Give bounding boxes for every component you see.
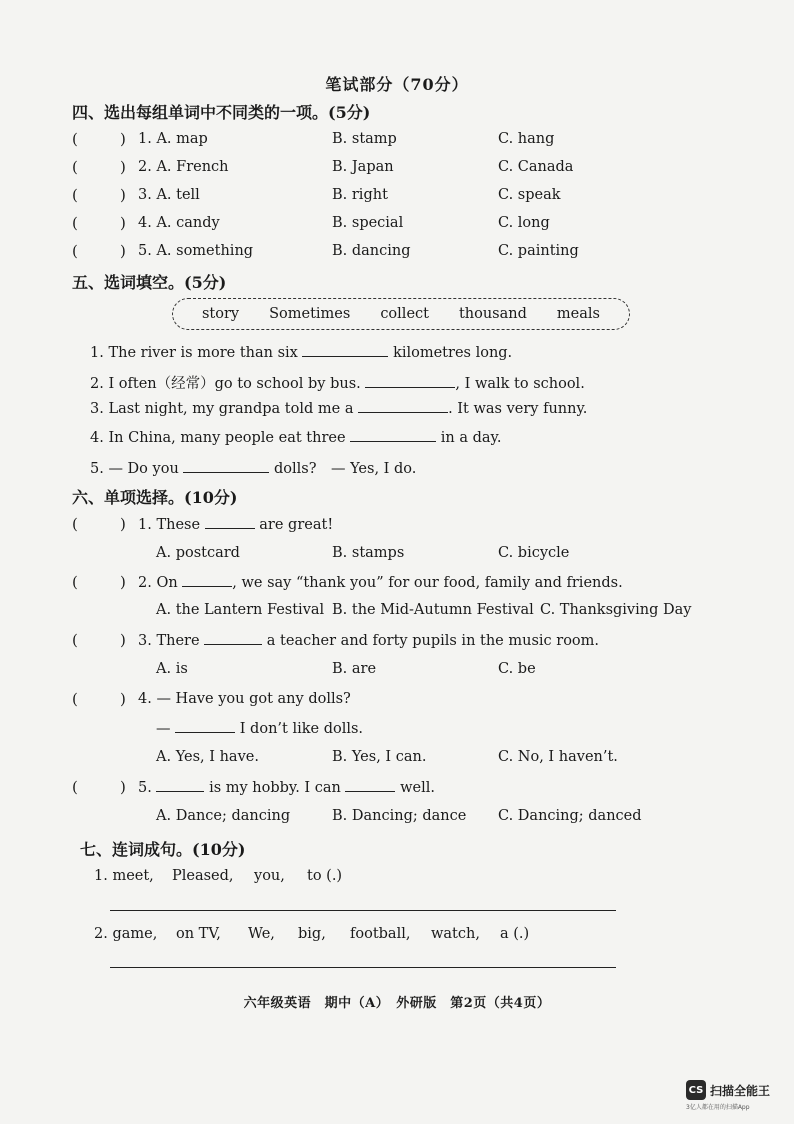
answer-blank[interactable] (204, 632, 262, 645)
section-7-heading: 七、连词成句。(10分) (80, 840, 246, 859)
option-a[interactable]: A. is (156, 661, 188, 677)
answer-blank[interactable] (175, 720, 235, 733)
option-a[interactable]: A. the Lantern Festival (156, 602, 325, 618)
option-b[interactable]: B. are (332, 661, 377, 677)
option-c[interactable]: C. bicycle (498, 545, 570, 561)
word-bank-item: story (201, 306, 240, 322)
page-footer: 六年级英语 期中（A） 外研版 第2页（共4页） (243, 996, 551, 1011)
word-bank-item: Sometimes (269, 306, 351, 322)
option-c[interactable]: C. be (498, 661, 536, 677)
option-a[interactable]: A. Dance; dancing (156, 808, 291, 824)
answer-blank[interactable] (345, 779, 395, 792)
fill-item: 4. In China, many people eat three in a day. (90, 430, 502, 446)
option-c[interactable]: C. Thanksgiving Day (540, 602, 692, 618)
answer-blank[interactable] (365, 375, 455, 388)
camscanner-watermark: CS 扫描全能王 3亿人都在用的扫描App (686, 1080, 790, 1112)
option-b[interactable]: B. Dancing; dance (332, 808, 467, 824)
option-a[interactable]: A. Yes, I have. (156, 749, 259, 765)
answer-blank[interactable] (358, 400, 448, 413)
answer-blank[interactable] (205, 516, 255, 529)
answer-blank[interactable] (156, 779, 204, 792)
answer-blank[interactable] (182, 574, 232, 587)
option-c[interactable]: C. No, I haven’t. (498, 749, 618, 765)
option-b[interactable]: B. stamps (332, 545, 405, 561)
cs-logo-icon: CS (686, 1080, 706, 1100)
option-a[interactable]: A. postcard (156, 545, 240, 561)
word-bank-item: meals (556, 306, 600, 322)
answer-blank[interactable] (350, 429, 436, 442)
answer-blank[interactable] (302, 344, 388, 357)
fill-item: 2. I often（经常）go to school by bus. , I walk to school. (90, 376, 585, 392)
section-5-heading: 五、选词填空。(5分) (72, 273, 227, 292)
answer-blank[interactable] (183, 460, 269, 473)
option-c[interactable]: C. Dancing; danced (498, 808, 642, 824)
answer-line[interactable] (110, 967, 616, 968)
option-b[interactable]: B. the Mid-Autumn Festival (332, 602, 534, 618)
section-4-heading: 四、选出每组单词中不同类的一项。(5分) (72, 103, 371, 122)
fill-item: 5. — Do you dolls? — Yes, I do. (90, 461, 417, 477)
word-bank (172, 298, 630, 330)
fill-item: 1. The river is more than six kilometres long. (90, 345, 513, 361)
exam-page: 笔试部分（70分） 四、选出每组单词中不同类的一项。(5分) ( ) 1. A. map B. stamp C. hang ( ) 2. A. French B. Japan C. Canada ( ) 3. A. tell B. right C. speak ( ) 4. A. candy B. special C. long ( ) 5. A. something B. dancing C. painting 五、选词填空。(5分) story Sometimes collect thousand meals 1. The river is more than six kilometres long. 2. I often（经常）go to school by bus. , I walk to school. 3. Last night, my grandpa told me a . It was very funny. 4. In China, many people eat three in a day. 5. — Do you dolls? — Yes, I do. 六、单项选择。(10分) ( ) 1. These are great! A. postcard B. stamps C. bicycle ( ) 2. On , we say “thank you” for our food, family and friends. A. the Lantern Festival B. the Mid-Autumn Festival C. Thanksgiving Day ( ) 3. There a teacher and forty pupils in the music room. A. is B. are C. be ( ) 4. — Have you got any dolls? — I don’t like dolls. A. Yes, I have. B. Yes, I can. C. No, I haven’t. ( ) 5. is my hobby. I can well. A. Dance; dancing B. Dancing; dance C. Dancing; danced 七、连词成句。(10分) 1. meet, Pleased, you, to (.) 2. game, on TV, We, big, football, watch, a (.) 六年级英语 期中（A） 外研版 第2页（共4页） CS 扫描全能王 3亿人都在用的扫描App (0, 0, 794, 1124)
section-6-heading: 六、单项选择。(10分) (72, 488, 238, 507)
answer-line[interactable] (110, 910, 616, 911)
word-bank-item: collect (380, 306, 429, 322)
page-title: 笔试部分（70分） (325, 75, 469, 94)
option-b[interactable]: B. Yes, I can. (332, 749, 427, 765)
word-bank-item: thousand (458, 306, 527, 322)
fill-item: 3. Last night, my grandpa told me a . It was very funny. (90, 401, 588, 417)
